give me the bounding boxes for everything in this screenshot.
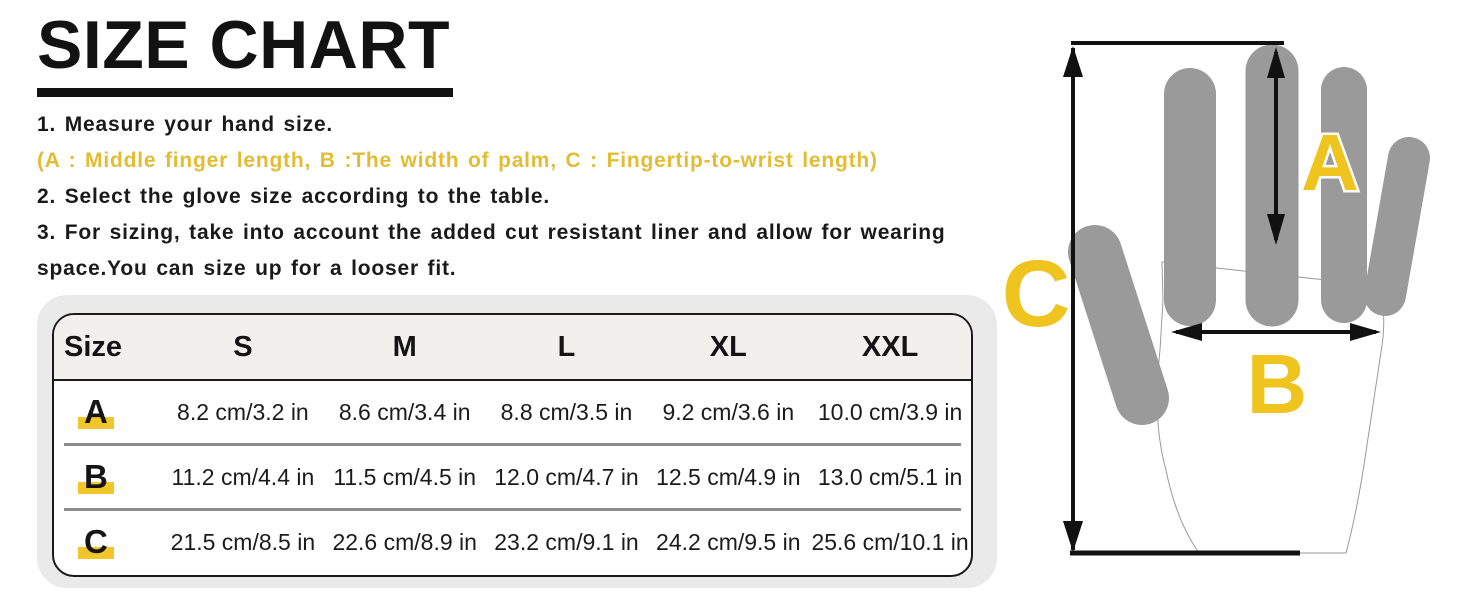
size-table-card	[37, 295, 997, 588]
cell-b-xxl: 13.0 cm/5.1 in	[817, 463, 963, 490]
cell-c-m: 22.6 cm/8.9 in	[332, 528, 477, 555]
instructions	[37, 107, 987, 287]
thumb-shape	[1095, 252, 1142, 398]
pinky-finger-shape	[1385, 158, 1409, 295]
header-size: Size	[64, 330, 123, 363]
row-label-a	[54, 392, 162, 430]
diagram-label-a: A	[1301, 118, 1359, 207]
instruction-step-3: 3. For sizing, take into account the added cut resistant liner and allow for wearing space.You can size up for a looser fit.	[37, 221, 946, 280]
row-letter-c: C	[78, 525, 114, 560]
table-row-a	[54, 381, 971, 443]
c-arrow-down-icon	[1063, 521, 1083, 552]
page-title: SIZE CHART	[37, 7, 450, 83]
size-table-header	[54, 315, 971, 381]
title-underline	[37, 88, 453, 97]
row-label-c	[54, 522, 162, 560]
cell-c-xxl: 25.6 cm/10.1 in	[811, 528, 969, 555]
cell-c-xl: 24.2 cm/9.5 in	[656, 528, 801, 555]
cell-a-m: 8.6 cm/3.4 in	[338, 398, 471, 425]
cell-c-l: 23.2 cm/9.1 in	[494, 528, 639, 555]
hand-measurement-diagram	[1000, 0, 1464, 600]
header-xxl: XXL	[861, 330, 919, 363]
cell-b-s: 11.2 cm/4.4 in	[171, 463, 315, 490]
cell-a-s: 8.2 cm/3.2 in	[177, 398, 309, 425]
size-table	[52, 313, 973, 577]
table-row-b	[54, 446, 971, 508]
header-s: S	[233, 330, 253, 363]
instruction-step-1: 1. Measure your hand size.	[37, 113, 334, 136]
diagram-label-c: C	[1001, 241, 1071, 347]
cell-b-l: 12.0 cm/4.7 in	[494, 463, 639, 490]
instruction-step-2: 2. Select the glove size according to the table.	[37, 185, 551, 208]
cell-b-m: 11.5 cm/4.5 in	[333, 463, 477, 490]
instruction-measure-note: (A : Middle finger length, B :The width of palm, C : Fingertip-to-wrist length)	[37, 149, 878, 172]
header-l: L	[557, 330, 576, 363]
cell-a-xl: 9.2 cm/3.6 in	[662, 398, 795, 425]
cell-a-l: 8.8 cm/3.5 in	[500, 398, 633, 425]
row-letter-b: B	[78, 460, 114, 495]
cell-a-xxl: 10.0 cm/3.9 in	[817, 398, 963, 425]
c-arrow-up-icon	[1063, 46, 1083, 77]
row-label-b	[54, 457, 162, 495]
row-letter-a: A	[78, 395, 114, 430]
diagram-label-b: B	[1246, 337, 1308, 431]
cell-c-s: 21.5 cm/8.5 in	[170, 528, 316, 555]
size-table-body	[54, 381, 971, 573]
b-arrow-right-icon	[1350, 323, 1381, 341]
table-row-c	[54, 511, 971, 573]
hand-silhouette-icon	[1095, 71, 1409, 553]
cell-b-xl: 12.5 cm/4.9 in	[656, 463, 801, 490]
header-xl: XL	[709, 330, 747, 363]
header-m: M	[392, 330, 417, 363]
